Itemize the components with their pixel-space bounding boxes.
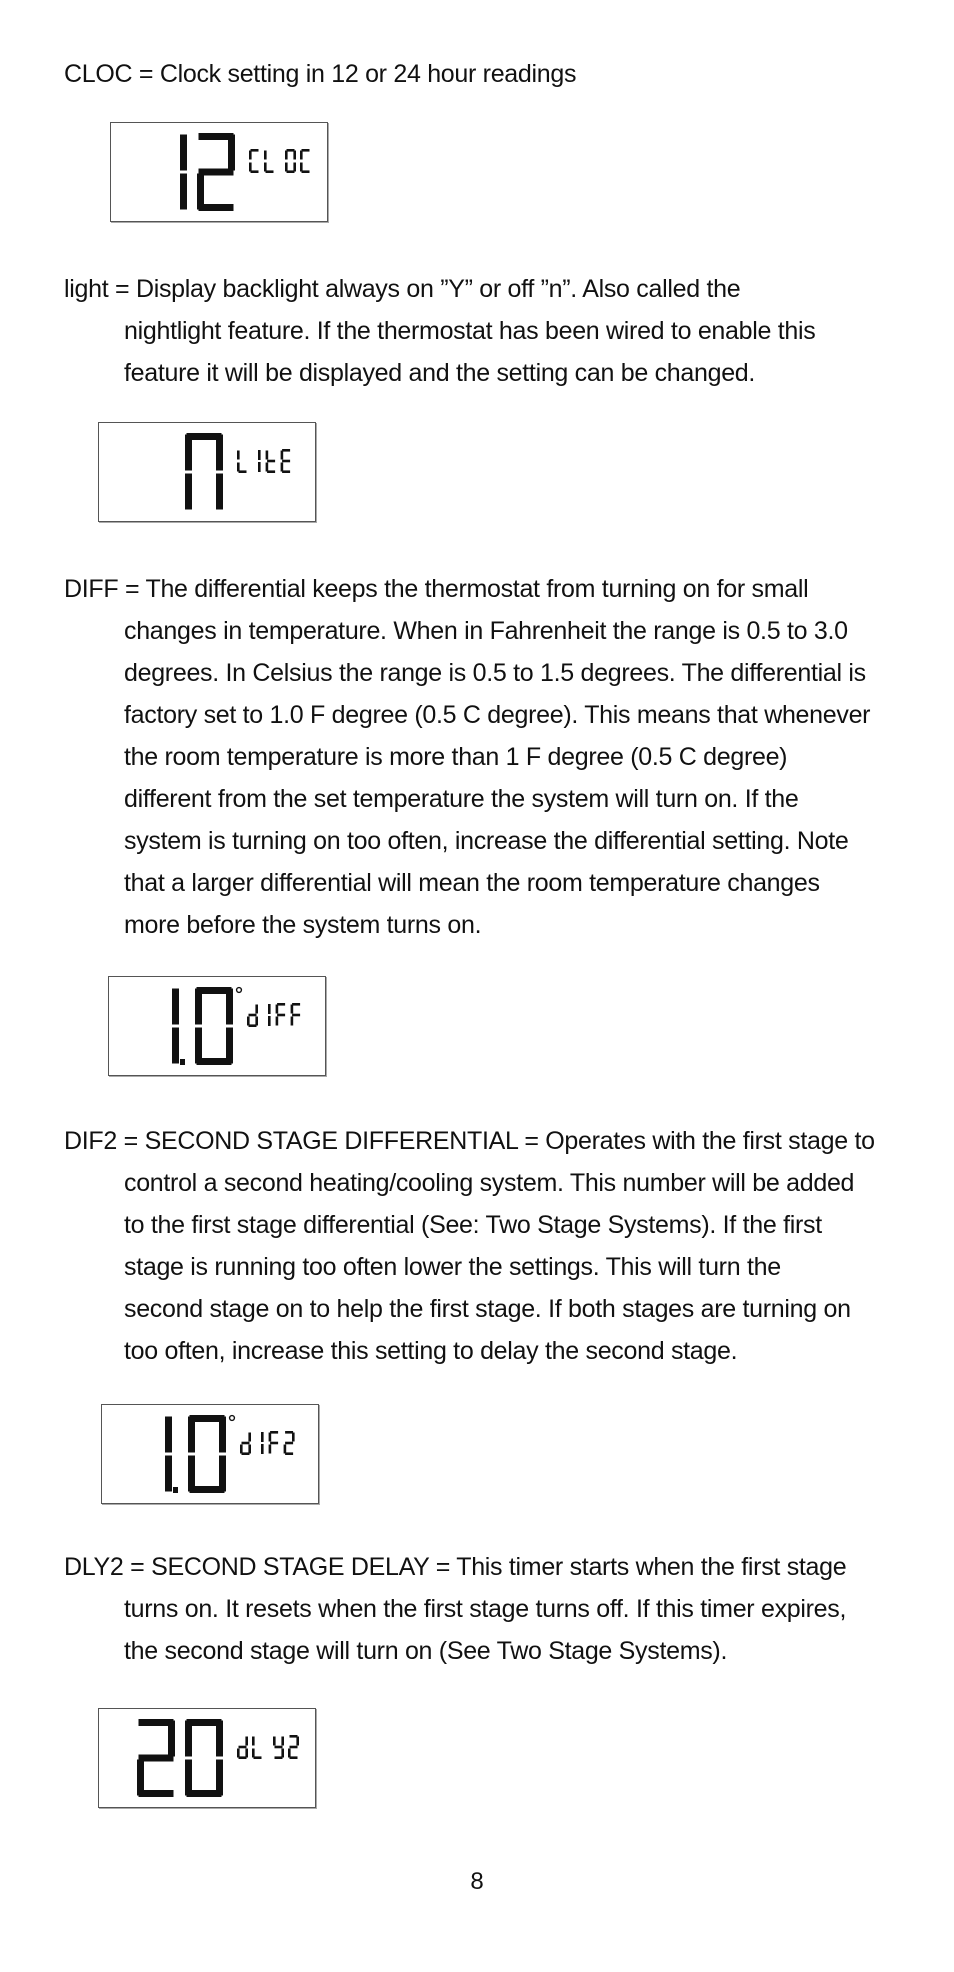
text-line: feature it will be displayed and the setting can be changed. (124, 359, 756, 387)
text-line: control a second heating/cooling system. This number will be added (124, 1169, 855, 1197)
text-line: the second stage will turn on (See Two Stage Systems). (124, 1637, 728, 1665)
text-line: DIF2 = SECOND STAGE DIFFERENTIAL = Operates with the first stage to (64, 1127, 875, 1155)
text-line: too often, increase this setting to delay the second stage. (124, 1337, 738, 1365)
decimal-point (173, 1487, 178, 1493)
text-line: second stage on to help the first stage. If both stages are turning on (124, 1295, 851, 1323)
text-line: stage is running too often lower the settings. This will turn the (124, 1253, 781, 1281)
lcd-display-cloc (110, 122, 328, 222)
lcd-segments (99, 1709, 315, 1807)
decimal-point (180, 1059, 185, 1065)
text-line: nightlight feature. If the thermostat has been wired to enable this (124, 317, 816, 345)
text-line: turns on. It resets when the first stage turns off. If this timer expires, (124, 1595, 847, 1623)
text-line: to the first stage differential (See: Two Stage Systems). If the first (124, 1211, 822, 1239)
lcd-segments (99, 423, 315, 521)
lcd-segments (102, 1405, 318, 1503)
lcd-segments (109, 977, 325, 1075)
lcd-segments (111, 123, 327, 221)
page-number: 8 (470, 1868, 484, 1895)
diff-description (64, 568, 894, 946)
degree-symbol (237, 988, 242, 993)
lcd-display-dly2 (98, 1708, 316, 1808)
text-line: CLOC = Clock setting in 12 or 24 hour readings (64, 60, 577, 88)
text-line: DIFF = The differential keeps the thermostat from turning on for small (64, 575, 809, 603)
dly2-description (64, 1546, 894, 1672)
text-line: DLY2 = SECOND STAGE DELAY = This timer starts when the first stage (64, 1553, 847, 1581)
text-line: changes in temperature. When in Fahrenheit the range is 0.5 to 3.0 (124, 617, 848, 645)
lcd-display-light (98, 422, 316, 522)
text-line: degrees. In Celsius the range is 0.5 to 1.5 degrees. The differential is (124, 659, 866, 687)
text-line: light = Display backlight always on ”Y” or off ”n”. Also called the (64, 275, 741, 303)
lcd-display-diff (108, 976, 326, 1076)
text-line: that a larger differential will mean the room temperature changes (124, 869, 820, 897)
degree-symbol (230, 1416, 235, 1421)
lcd-display-dif2 (101, 1404, 319, 1504)
text-line: different from the set temperature the system will turn on. If the (124, 785, 799, 813)
text-line: the room temperature is more than 1 F degree (0.5 C degree) (124, 743, 788, 771)
dif2-description (64, 1120, 894, 1372)
cloc-description (64, 53, 894, 95)
text-line: factory set to 1.0 F degree (0.5 C degree). This means that whenever (124, 701, 871, 729)
text-line: more before the system turns on. (124, 911, 482, 939)
text-line: system is turning on too often, increase the differential setting. Note (124, 827, 849, 855)
light-description (64, 268, 894, 394)
